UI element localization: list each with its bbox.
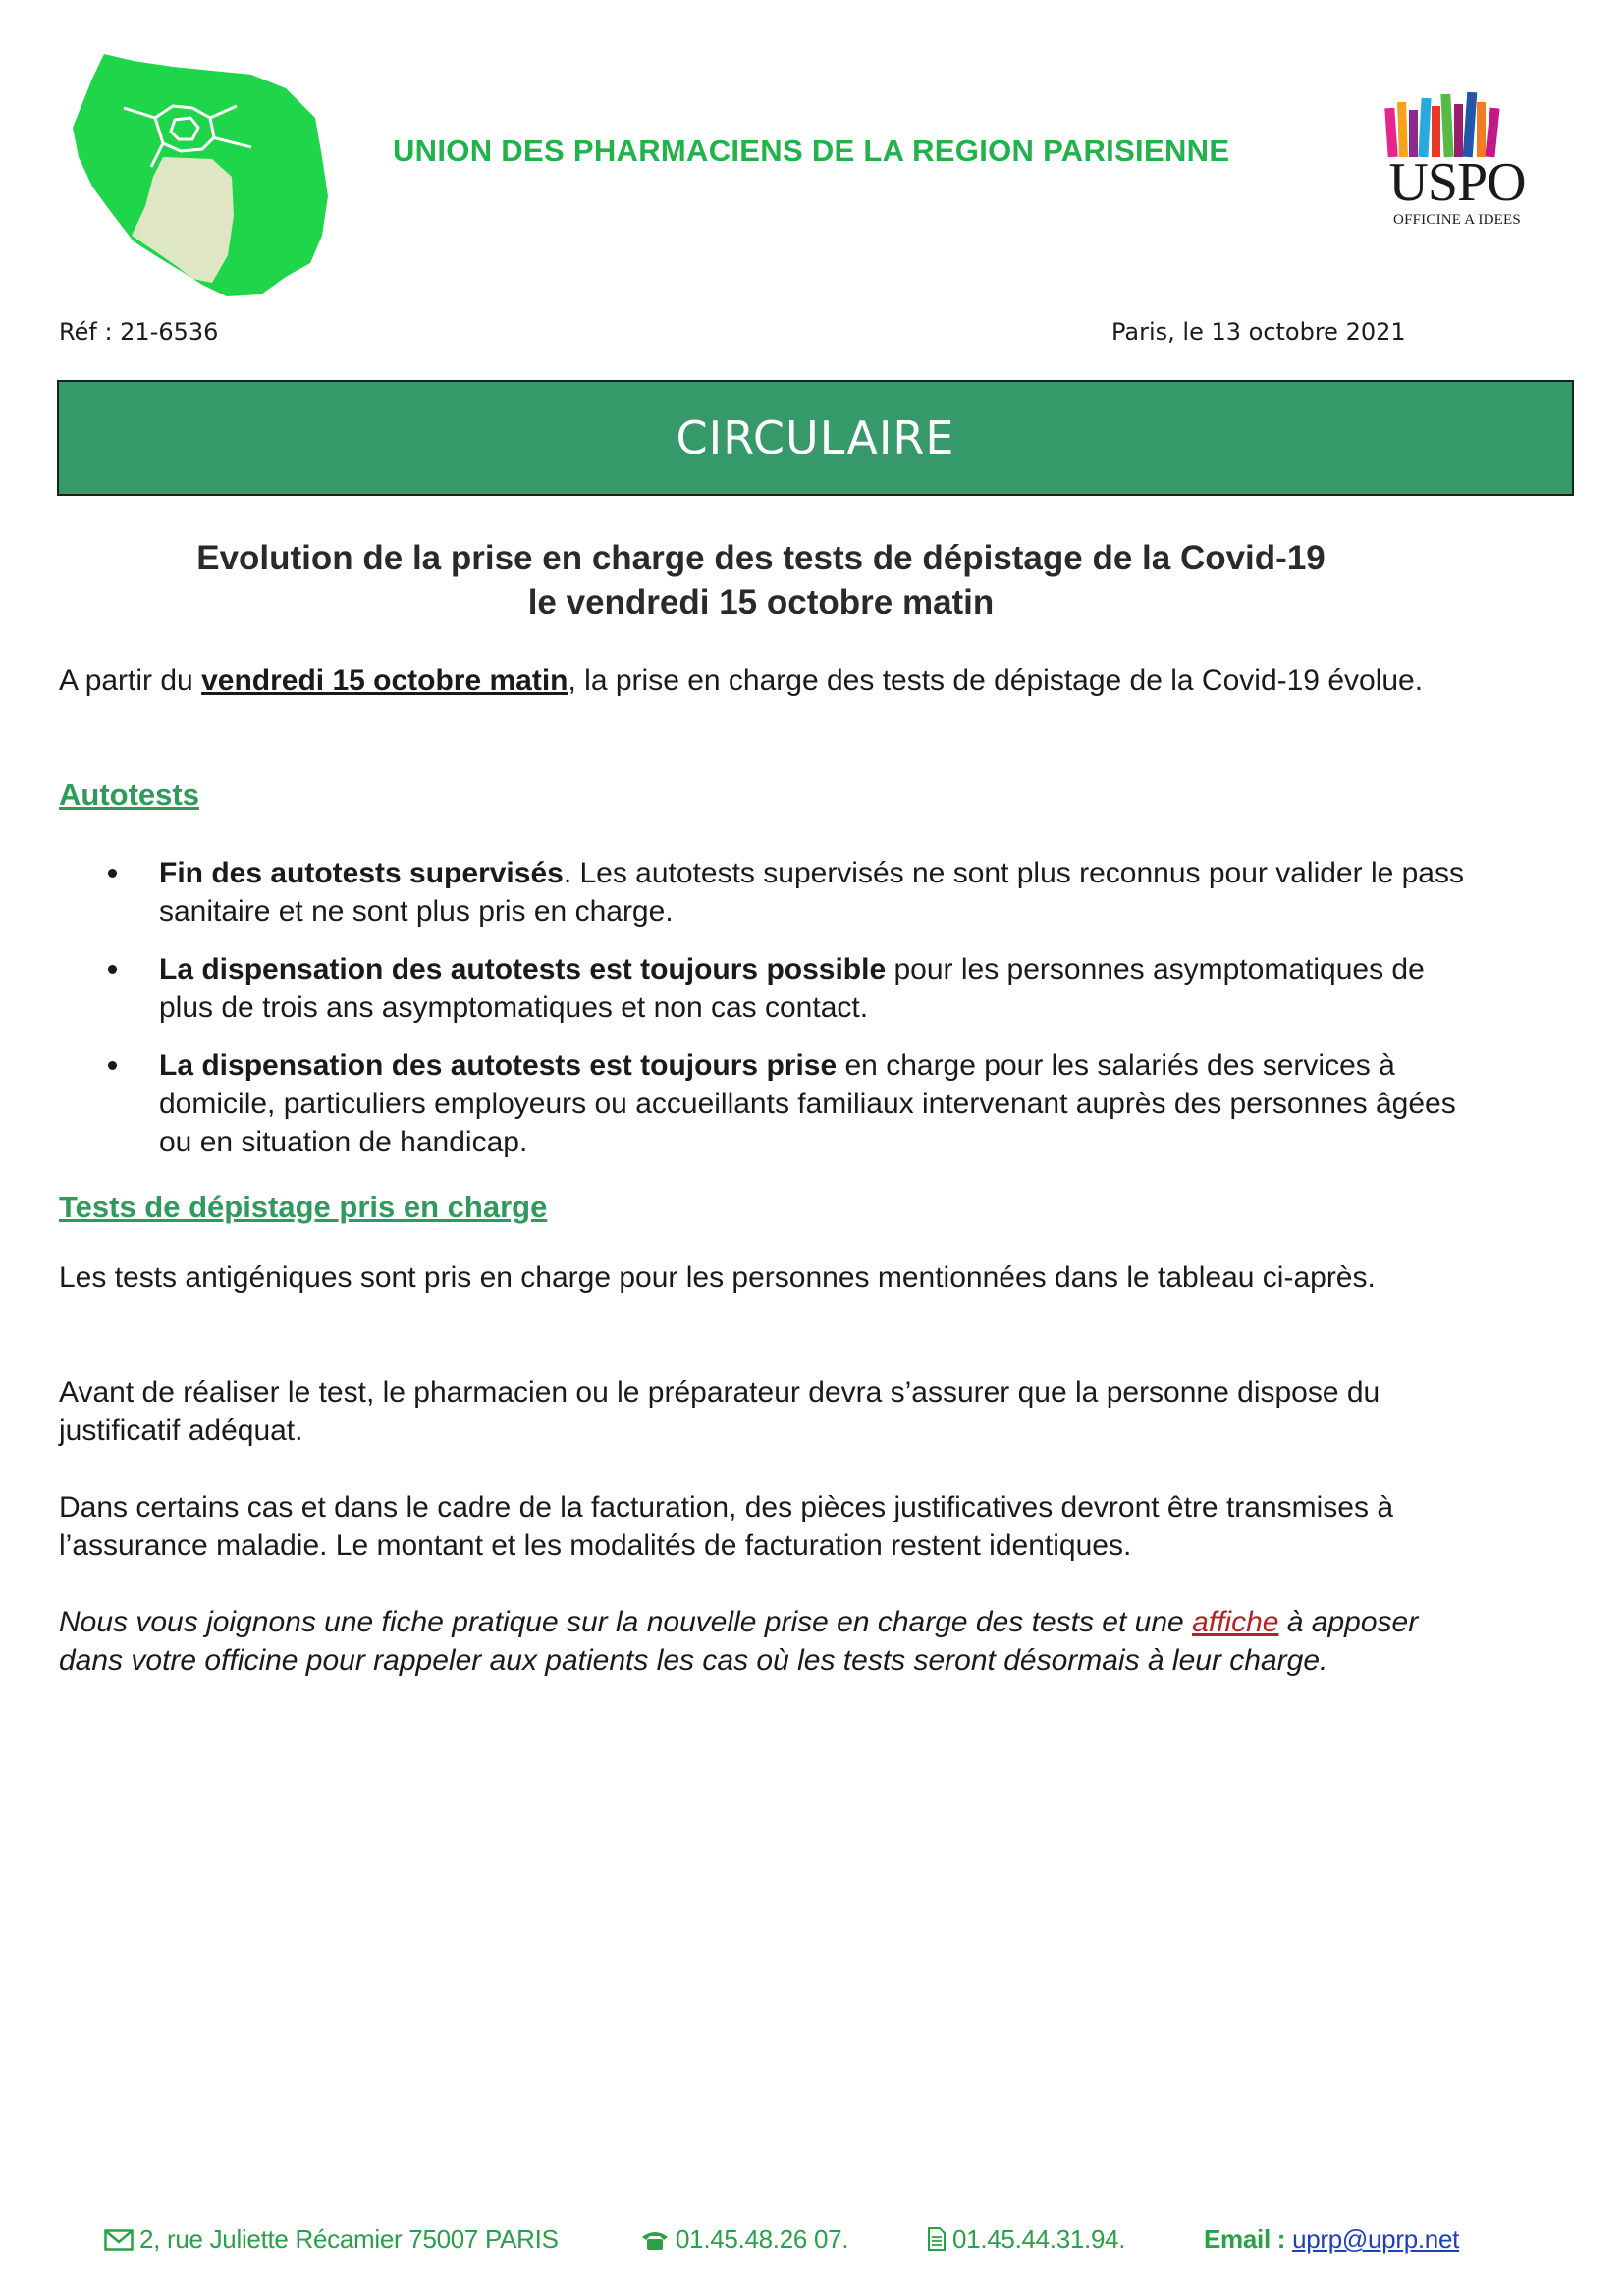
tests-paragraph-1: Les tests antigéniques sont pris en charge pour les personnes mentionnées dans le tableau ci-après. xyxy=(59,1261,1376,1294)
uspo-logo-tagline: OFFICINE A IDEES xyxy=(1393,212,1521,228)
section-heading-tests: Tests de dépistage pris en charge xyxy=(59,1190,548,1224)
address-text: 2, rue Juliette Récamier 75007 PARIS xyxy=(139,2224,559,2254)
list-item xyxy=(102,1046,1477,1161)
document-date: Paris, le 13 octobre 2021 xyxy=(1111,318,1406,346)
tests-paragraph-3: Dans certains cas et dans le cadre de la facturation, des pièces justificatives devront être transmises à l’assurance maladie. Le montant et les modalités de facturation restent identiques. xyxy=(59,1491,1394,1562)
list-item xyxy=(102,950,1477,1027)
circulaire-banner xyxy=(57,380,1574,496)
attachment-note xyxy=(59,1603,1473,1680)
title-line-1: Evolution de la prise en charge des tests de dépistage de la Covid-19 xyxy=(196,539,1326,577)
bullet-text: en charge pour les salariés des services à domicile, particuliers employeurs ou accueillants familiaux intervenant auprès des personnes âgées ou en situation de handicap. xyxy=(159,1049,1456,1158)
note-before: Nous vous joignons une fiche pratique sur la nouvelle prise en charge des tests et une xyxy=(59,1606,1193,1638)
autotests-bullet-list xyxy=(102,854,1477,1181)
title-line-2: le vendredi 15 octobre matin xyxy=(527,583,995,621)
bullet-icon xyxy=(108,869,117,878)
bullet-bold: La dispensation des autotests est toujours possible xyxy=(159,953,887,986)
organization-name: UNION DES PHARMACIENS DE LA REGION PARISIENNE xyxy=(393,133,1230,168)
note-after: à apposer dans votre officine pour rappeler aux patients les cas où les tests seront désormais à leur charge. xyxy=(59,1606,1419,1677)
ile-de-france-map-icon xyxy=(65,49,359,304)
telephone-icon xyxy=(640,2229,670,2251)
fax-text: 01.45.44.31.94. xyxy=(952,2224,1126,2254)
footer-address xyxy=(104,2224,559,2255)
intro-after: , la prise en charge des tests de dépistage de la Covid-19 évolue. xyxy=(568,665,1424,697)
banner-label: CIRCULAIRE xyxy=(676,411,955,464)
reference-number: Réf : 21-6536 xyxy=(59,318,219,346)
document-title xyxy=(59,536,1463,624)
envelope-icon xyxy=(104,2229,134,2251)
bullet-bold: Fin des autotests supervisés xyxy=(159,857,564,889)
bullet-icon xyxy=(108,1061,117,1070)
bullet-text: . Les autotests supervisés ne sont plus reconnus pour valider le pass sanitaire et ne sont plus pris en charge. xyxy=(159,857,1464,928)
section-heading-autotests: Autotests xyxy=(59,777,199,812)
footer-fax xyxy=(927,2224,1125,2255)
intro-before: A partir du xyxy=(59,665,202,697)
affiche-link[interactable]: affiche xyxy=(1192,1606,1279,1638)
uspo-logo-word: USPO xyxy=(1388,152,1526,213)
intro-paragraph xyxy=(59,662,1473,700)
bullet-icon xyxy=(108,965,117,974)
tests-paragraph-2: Avant de réaliser le test, le pharmacien ou le préparateur devra s’assurer que la personne dispose du justificatif adéquat. xyxy=(59,1376,1380,1447)
bullet-text: pour les personnes asymptomatiques de plus de trois ans asymptomatiques et non cas contact. xyxy=(159,953,1425,1024)
footer-phone xyxy=(640,2224,848,2255)
intro-emphasis: vendredi 15 octobre matin xyxy=(201,665,568,697)
email-label: Email : xyxy=(1204,2224,1286,2254)
phone-text: 01.45.48.26 07. xyxy=(676,2224,849,2254)
bullet-bold: La dispensation des autotests est toujours prise xyxy=(159,1049,838,1082)
list-item xyxy=(102,854,1477,931)
email-link[interactable]: uprp@uprp.net xyxy=(1292,2224,1460,2254)
footer-email xyxy=(1204,2224,1459,2255)
document-icon xyxy=(927,2227,947,2251)
